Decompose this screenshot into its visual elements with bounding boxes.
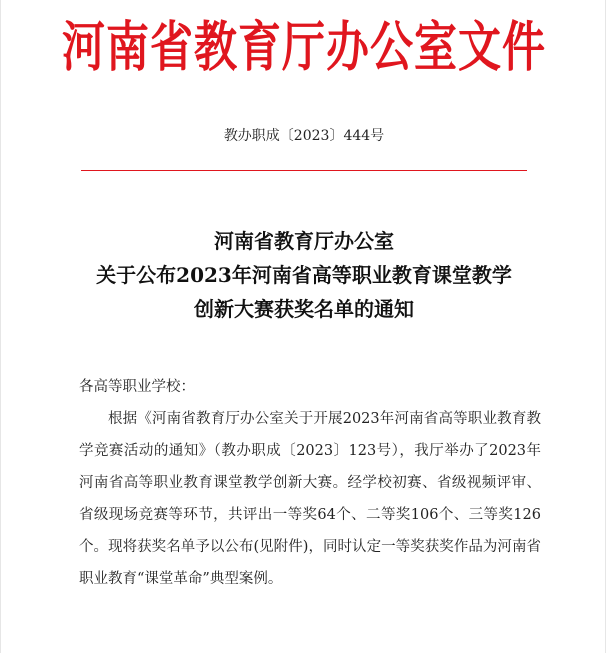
title-line-3: 创新大赛获奖名单的通知: [194, 297, 414, 321]
notice-title: [1, 224, 606, 326]
document-number: 教办职成〔2023〕444号: [223, 128, 385, 144]
title-line-2: 关于公布2023年河南省高等职业教育课堂教学: [96, 263, 512, 287]
red-divider-line: [81, 170, 527, 171]
notice-body: [79, 371, 541, 595]
body-paragraph: 根据《河南省教育厅办公室关于开展2023年河南省高等职业教育教学竞赛活动的通知》（教办职成〔2023〕123号），我厅举办了2023年河南省高等职业教育课堂教学创新大赛。经学校初赛、省级视频评审、省级现场竞赛等环节，共评出一等奖64个、二等奖106个、三等奖126个。现将获奖名单予以公布(见附件)，同时认定一等奖获奖作品为河南省职业教育“课堂革命”典型案例。: [79, 411, 541, 587]
title-line-1: 河南省教育厅办公室: [214, 229, 394, 253]
masthead-title: 河南省教育厅办公室文件: [62, 16, 546, 79]
salutation: 各高等职业学校：: [79, 379, 195, 395]
